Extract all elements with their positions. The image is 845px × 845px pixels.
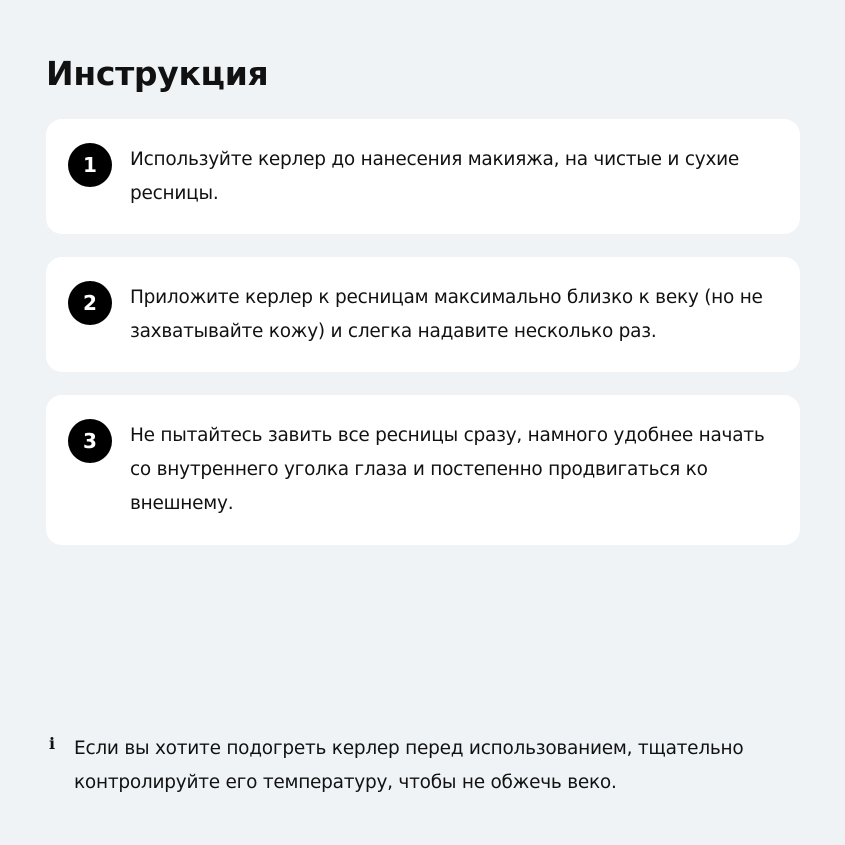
step-number-badge: 1 bbox=[68, 143, 112, 187]
note-text: Если вы хотите подогреть керлер перед использованием, тщательно контролируйте его температуру, чтобы не обжечь веко. bbox=[74, 738, 744, 793]
step-number-badge: 3 bbox=[68, 419, 112, 463]
step-text: Используйте керлер до нанесения макияжа, на чистые и сухие ресницы. bbox=[130, 149, 740, 204]
step-card-3 bbox=[46, 395, 800, 545]
step-text: Приложите керлер к ресницам максимально близко к веку (но не захватывайте кожу) и слегка надавите несколько раз. bbox=[130, 287, 763, 342]
step-card-2 bbox=[46, 257, 800, 372]
step-text: Не пытайтесь завить все ресницы сразу, намного удобнее начать со внутреннего уголка глаза и постепенно продвигаться ко внешнему. bbox=[130, 425, 765, 514]
page-title: Инструкция bbox=[46, 54, 269, 93]
step-card-1 bbox=[46, 119, 800, 234]
info-icon: i bbox=[48, 734, 56, 753]
step-number-badge: 2 bbox=[68, 281, 112, 325]
